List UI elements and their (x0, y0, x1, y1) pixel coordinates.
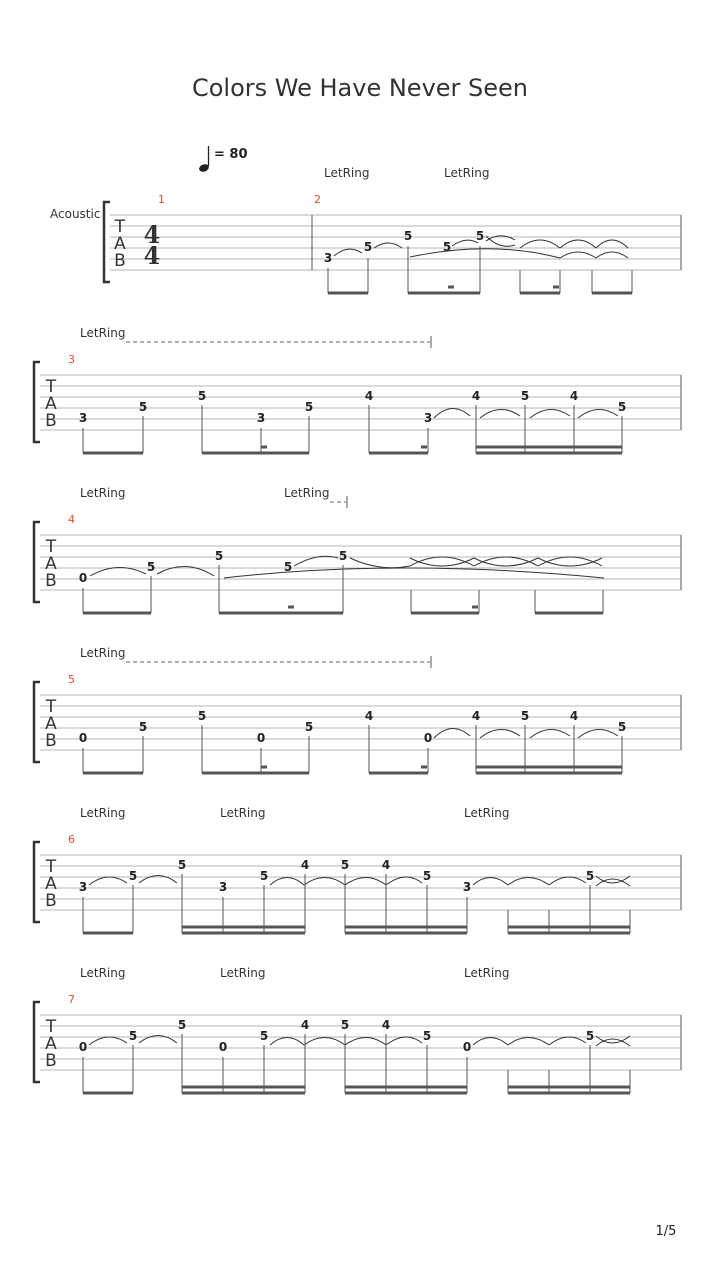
tab-note: 5 (340, 858, 350, 872)
svg-text:B: B (45, 891, 57, 911)
tab-note: 5 (128, 1029, 138, 1043)
tab-note: 0 (218, 1040, 228, 1054)
tab-note: 0 (423, 731, 433, 745)
let-ring-label: LetRing (464, 966, 510, 980)
svg-text:4: 4 (143, 220, 161, 249)
tab-note: 5 (197, 709, 207, 723)
svg-text:B: B (45, 1051, 57, 1071)
tab-notes (79, 389, 626, 425)
tab-note: 5 (617, 400, 627, 414)
staff-lines (40, 695, 681, 750)
svg-text:A: A (45, 874, 57, 894)
tempo-value: = 80 (214, 147, 248, 162)
rhythm-stems (83, 405, 622, 453)
tab-note: 5 (304, 720, 314, 734)
ties (434, 728, 618, 738)
measure-number: 5 (68, 673, 75, 686)
tab-note: 0 (78, 1040, 88, 1054)
tab-note: 5 (259, 869, 269, 883)
tab-clef (45, 377, 57, 431)
let-ring-label: LetRing (324, 166, 370, 180)
svg-text:A: A (45, 1034, 57, 1054)
tab-note: 4 (300, 858, 310, 872)
svg-text:T: T (45, 857, 57, 877)
tab-note: 5 (422, 1029, 432, 1043)
tab-note: 5 (138, 400, 148, 414)
let-ring-label: LetRing (80, 326, 126, 340)
svg-text:T: T (45, 537, 57, 557)
tab-notes (79, 709, 626, 745)
svg-text:B: B (114, 251, 126, 271)
let-ring-label: LetRing (80, 646, 126, 660)
system-brace (34, 842, 40, 922)
tab-note: 5 (340, 1018, 350, 1032)
let-ring-label: LetRing (464, 806, 510, 820)
tab-note: 4 (381, 858, 391, 872)
tab-note: 4 (300, 1018, 310, 1032)
tab-note: 5 (442, 240, 452, 254)
page-number: 1/5 (655, 1224, 677, 1239)
tab-clef (114, 217, 126, 271)
song-title: Colors We Have Never Seen (191, 74, 529, 102)
let-ring-label: LetRing (220, 966, 266, 980)
let-ring-label: LetRing (444, 166, 490, 180)
svg-text:T: T (114, 217, 126, 237)
tab-note: 5 (475, 229, 485, 243)
measure-number: 7 (68, 993, 75, 1006)
tab-clef (45, 697, 57, 751)
system-brace (34, 362, 40, 442)
tab-note: 4 (364, 709, 374, 723)
system-5 (34, 806, 681, 933)
measure-number: 2 (314, 193, 321, 206)
svg-text:A: A (45, 714, 57, 734)
tab-notes (324, 229, 484, 265)
tab-note: 5 (363, 240, 373, 254)
measure-number: 4 (68, 513, 75, 526)
tab-note: 4 (364, 389, 374, 403)
svg-text:A: A (114, 234, 126, 254)
let-ring-label: LetRing (80, 486, 126, 500)
tab-note: 3 (423, 411, 433, 425)
tab-note: 0 (78, 731, 88, 745)
measure-number: 3 (68, 353, 75, 366)
tab-note: 4 (471, 709, 481, 723)
tab-note: 3 (78, 411, 88, 425)
svg-text:T: T (45, 377, 57, 397)
tab-note: 5 (214, 549, 224, 563)
let-ring-label: LetRing (284, 486, 330, 500)
tab-note: 5 (146, 560, 156, 574)
tempo-marking (198, 146, 247, 173)
tab-note: 5 (585, 869, 595, 883)
time-signature (144, 220, 161, 270)
tab-note: 4 (381, 1018, 391, 1032)
tab-note: 5 (177, 858, 187, 872)
staff-lines (40, 375, 681, 430)
system-4 (34, 646, 681, 773)
tab-note: 5 (520, 389, 530, 403)
tab-note: 5 (617, 720, 627, 734)
tab-note: 5 (422, 869, 432, 883)
tab-note: 0 (256, 731, 266, 745)
svg-text:B: B (45, 411, 57, 431)
system-6 (34, 966, 681, 1093)
tab-note: 3 (256, 411, 266, 425)
svg-text:A: A (45, 554, 57, 574)
tab-note: 3 (323, 251, 333, 265)
tab-note: 4 (569, 389, 579, 403)
tab-note: 5 (283, 560, 293, 574)
system-brace (34, 522, 40, 602)
let-ring-label: LetRing (80, 966, 126, 980)
svg-text:B: B (45, 731, 57, 751)
tab-clef (45, 1017, 57, 1071)
tab-note: 5 (197, 389, 207, 403)
let-ring-label: LetRing (220, 806, 266, 820)
tab-note: 5 (403, 229, 413, 243)
tab-note: 5 (138, 720, 148, 734)
staff-lines (110, 215, 681, 270)
rhythm-stems (83, 1034, 630, 1093)
rhythm-stems (83, 725, 622, 773)
tab-note: 4 (471, 389, 481, 403)
svg-text:4: 4 (143, 241, 161, 270)
svg-text:T: T (45, 697, 57, 717)
tab-note: 5 (177, 1018, 187, 1032)
system-3 (34, 486, 681, 613)
tab-note: 5 (304, 400, 314, 414)
tab-note: 0 (462, 1040, 472, 1054)
rhythm-stems (83, 874, 630, 933)
system-1 (104, 166, 681, 293)
ties (434, 408, 618, 418)
tab-note: 5 (585, 1029, 595, 1043)
measure-number: 6 (68, 833, 75, 846)
tab-note: 4 (569, 709, 579, 723)
measure-number: 1 (158, 193, 165, 206)
tab-note: 5 (520, 709, 530, 723)
svg-text:T: T (45, 1017, 57, 1037)
let-ring-label: LetRing (80, 806, 126, 820)
tab-clef (45, 857, 57, 911)
system-2 (34, 326, 681, 453)
tab-clef (45, 537, 57, 591)
tab-note: 3 (462, 880, 472, 894)
tab-note: 5 (338, 549, 348, 563)
tab-note: 0 (78, 571, 88, 585)
tab-note: 5 (128, 869, 138, 883)
system-brace (104, 202, 110, 282)
svg-text:B: B (45, 571, 57, 591)
svg-text:A: A (45, 394, 57, 414)
tab-note: 5 (259, 1029, 269, 1043)
tab-note: 3 (78, 880, 88, 894)
instrument-label: Acoustic (50, 207, 101, 221)
tab-note: 3 (218, 880, 228, 894)
system-brace (34, 682, 40, 762)
system-brace (34, 1002, 40, 1082)
